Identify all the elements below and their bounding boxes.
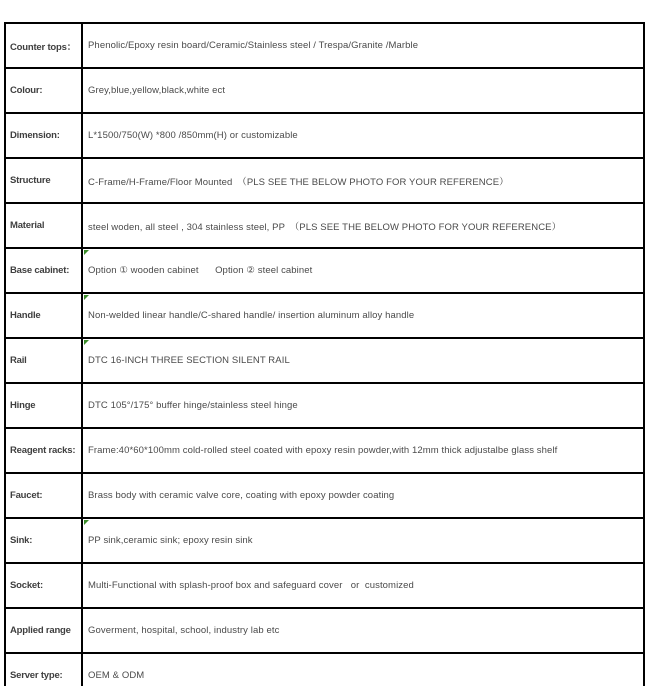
table-row <box>5 203 644 248</box>
row-label: Dimension: <box>5 113 82 158</box>
table-row <box>5 338 644 383</box>
row-value-cell <box>82 23 644 68</box>
table-row <box>5 563 644 608</box>
row-value-cell <box>82 158 644 203</box>
row-value: OEM & ODM <box>88 670 145 681</box>
table-row <box>5 473 644 518</box>
spec-table-body <box>5 23 644 686</box>
table-row <box>5 608 644 653</box>
table-row <box>5 428 644 473</box>
row-value-cell <box>82 113 644 158</box>
row-value-cell <box>82 338 644 383</box>
row-value-cell <box>82 428 644 473</box>
row-value: Non-welded linear handle/C-shared handle/ insertion aluminum alloy handle <box>88 310 415 321</box>
row-label: Sink: <box>5 518 82 563</box>
row-value: Phenolic/Epoxy resin board/Ceramic/Stainless steel / Trespa/Granite /Marble <box>88 40 419 51</box>
row-value: steel woden, all steel , 304 stainless steel, PP （PLS SEE THE BELOW PHOTO FOR YOUR REFERENCE） <box>88 221 562 233</box>
table-row <box>5 158 644 203</box>
table-row <box>5 293 644 338</box>
row-value-cell <box>82 248 644 293</box>
comment-marker-icon <box>84 250 89 255</box>
row-label: Counter tops： <box>5 23 82 68</box>
row-value: Brass body with ceramic valve core, coating with epoxy powder coating <box>88 490 395 501</box>
row-value: Grey,blue,yellow,black,white ect <box>88 85 226 96</box>
row-label: Rail <box>5 338 82 383</box>
row-label: Faucet: <box>5 473 82 518</box>
table-row <box>5 23 644 68</box>
row-label: Handle <box>5 293 82 338</box>
row-value-cell <box>82 518 644 563</box>
row-value-cell <box>82 203 644 248</box>
row-label: Structure <box>5 158 82 203</box>
row-label: Applied range <box>5 608 82 653</box>
row-value-cell <box>82 473 644 518</box>
row-value-cell <box>82 383 644 428</box>
row-value: L*1500/750(W) *800 /850mm(H) or customizable <box>88 130 298 141</box>
comment-marker-icon <box>84 340 89 345</box>
row-label: Base cabinet: <box>5 248 82 293</box>
row-value-cell <box>82 608 644 653</box>
comment-marker-icon <box>84 520 89 525</box>
row-value-cell <box>82 293 644 338</box>
table-row <box>5 68 644 113</box>
row-value: C-Frame/H-Frame/Floor Mounted （PLS SEE THE BELOW PHOTO FOR YOUR REFERENCE） <box>88 176 509 188</box>
table-row <box>5 113 644 158</box>
row-value: Multi-Functional with splash-proof box and safeguard cover or customized <box>88 580 414 591</box>
row-value: Goverment, hospital, school, industry lab etc <box>88 625 280 636</box>
row-value-cell <box>82 68 644 113</box>
row-value: PP sink,ceramic sink; epoxy resin sink <box>88 535 253 546</box>
row-value: DTC 105°/175° buffer hinge/stainless steel hinge <box>88 400 298 411</box>
row-label: Reagent racks: <box>5 428 82 473</box>
row-label: Material <box>5 203 82 248</box>
row-label: Hinge <box>5 383 82 428</box>
table-row <box>5 248 644 293</box>
row-label: Socket: <box>5 563 82 608</box>
row-value-cell <box>82 653 644 686</box>
spec-table <box>4 22 645 686</box>
table-row <box>5 518 644 563</box>
row-label: Colour: <box>5 68 82 113</box>
row-label: Server type: <box>5 653 82 686</box>
row-value: DTC 16-INCH THREE SECTION SILENT RAIL <box>88 355 290 366</box>
table-row <box>5 383 644 428</box>
comment-marker-icon <box>84 295 89 300</box>
table-row <box>5 653 644 686</box>
row-value-cell <box>82 563 644 608</box>
row-value: Option ① wooden cabinet Option ② steel cabinet <box>88 265 313 276</box>
row-value: Frame:40*60*100mm cold-rolled steel coated with epoxy resin powder,with 12mm thick adjustalbe glass shelf <box>88 445 558 456</box>
